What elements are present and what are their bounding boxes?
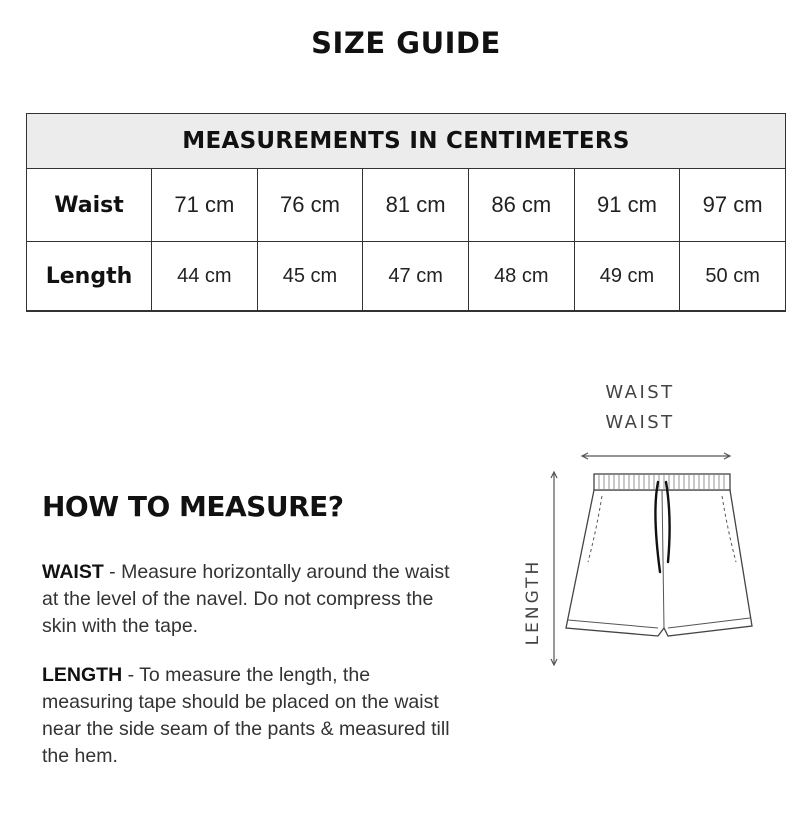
row-label-waist: Waist [27, 169, 152, 242]
table-cell: 47 cm [363, 242, 469, 312]
waist-term: WAIST [42, 561, 104, 583]
length-instruction-text: - To measure the length, the measuring tape should be placed on the waist near the side seam of the pants & measured till the hem. [42, 664, 450, 767]
table-cell: 48 cm [468, 242, 574, 312]
table-cell: 44 cm [152, 242, 258, 312]
waist-instruction [42, 559, 452, 640]
table-cell: 50 cm [680, 242, 786, 312]
table-cell: 97 cm [680, 169, 786, 242]
table-row-length [27, 242, 786, 312]
length-label: LENGTH [523, 558, 543, 646]
size-table [26, 113, 786, 312]
table-cell: 45 cm [257, 242, 363, 312]
table-cell: 76 cm [257, 169, 363, 242]
row-label-length: Length [27, 242, 152, 312]
table-caption: MEASUREMENTS IN CENTIMETERS [27, 114, 786, 169]
table-cell: 86 cm [468, 169, 574, 242]
table-row-waist [27, 169, 786, 242]
table-cell: 49 cm [574, 242, 680, 312]
page-title: SIZE GUIDE [311, 26, 501, 60]
table-cell: 81 cm [363, 169, 469, 242]
shorts-illustration-icon [516, 372, 806, 672]
waist-label: WAIST [605, 412, 675, 433]
measurement-diagram [516, 372, 806, 672]
table-cell: 71 cm [152, 169, 258, 242]
length-instruction [42, 662, 452, 770]
length-term: LENGTH [42, 664, 123, 686]
waist-instruction-text: - Measure horizontally around the waist at the level of the navel. Do not compress the skin with the tape. [42, 561, 450, 637]
table-cell: 91 cm [574, 169, 680, 242]
waist-label: WAIST [605, 382, 675, 403]
how-to-measure-heading: HOW TO MEASURE? [42, 490, 344, 523]
